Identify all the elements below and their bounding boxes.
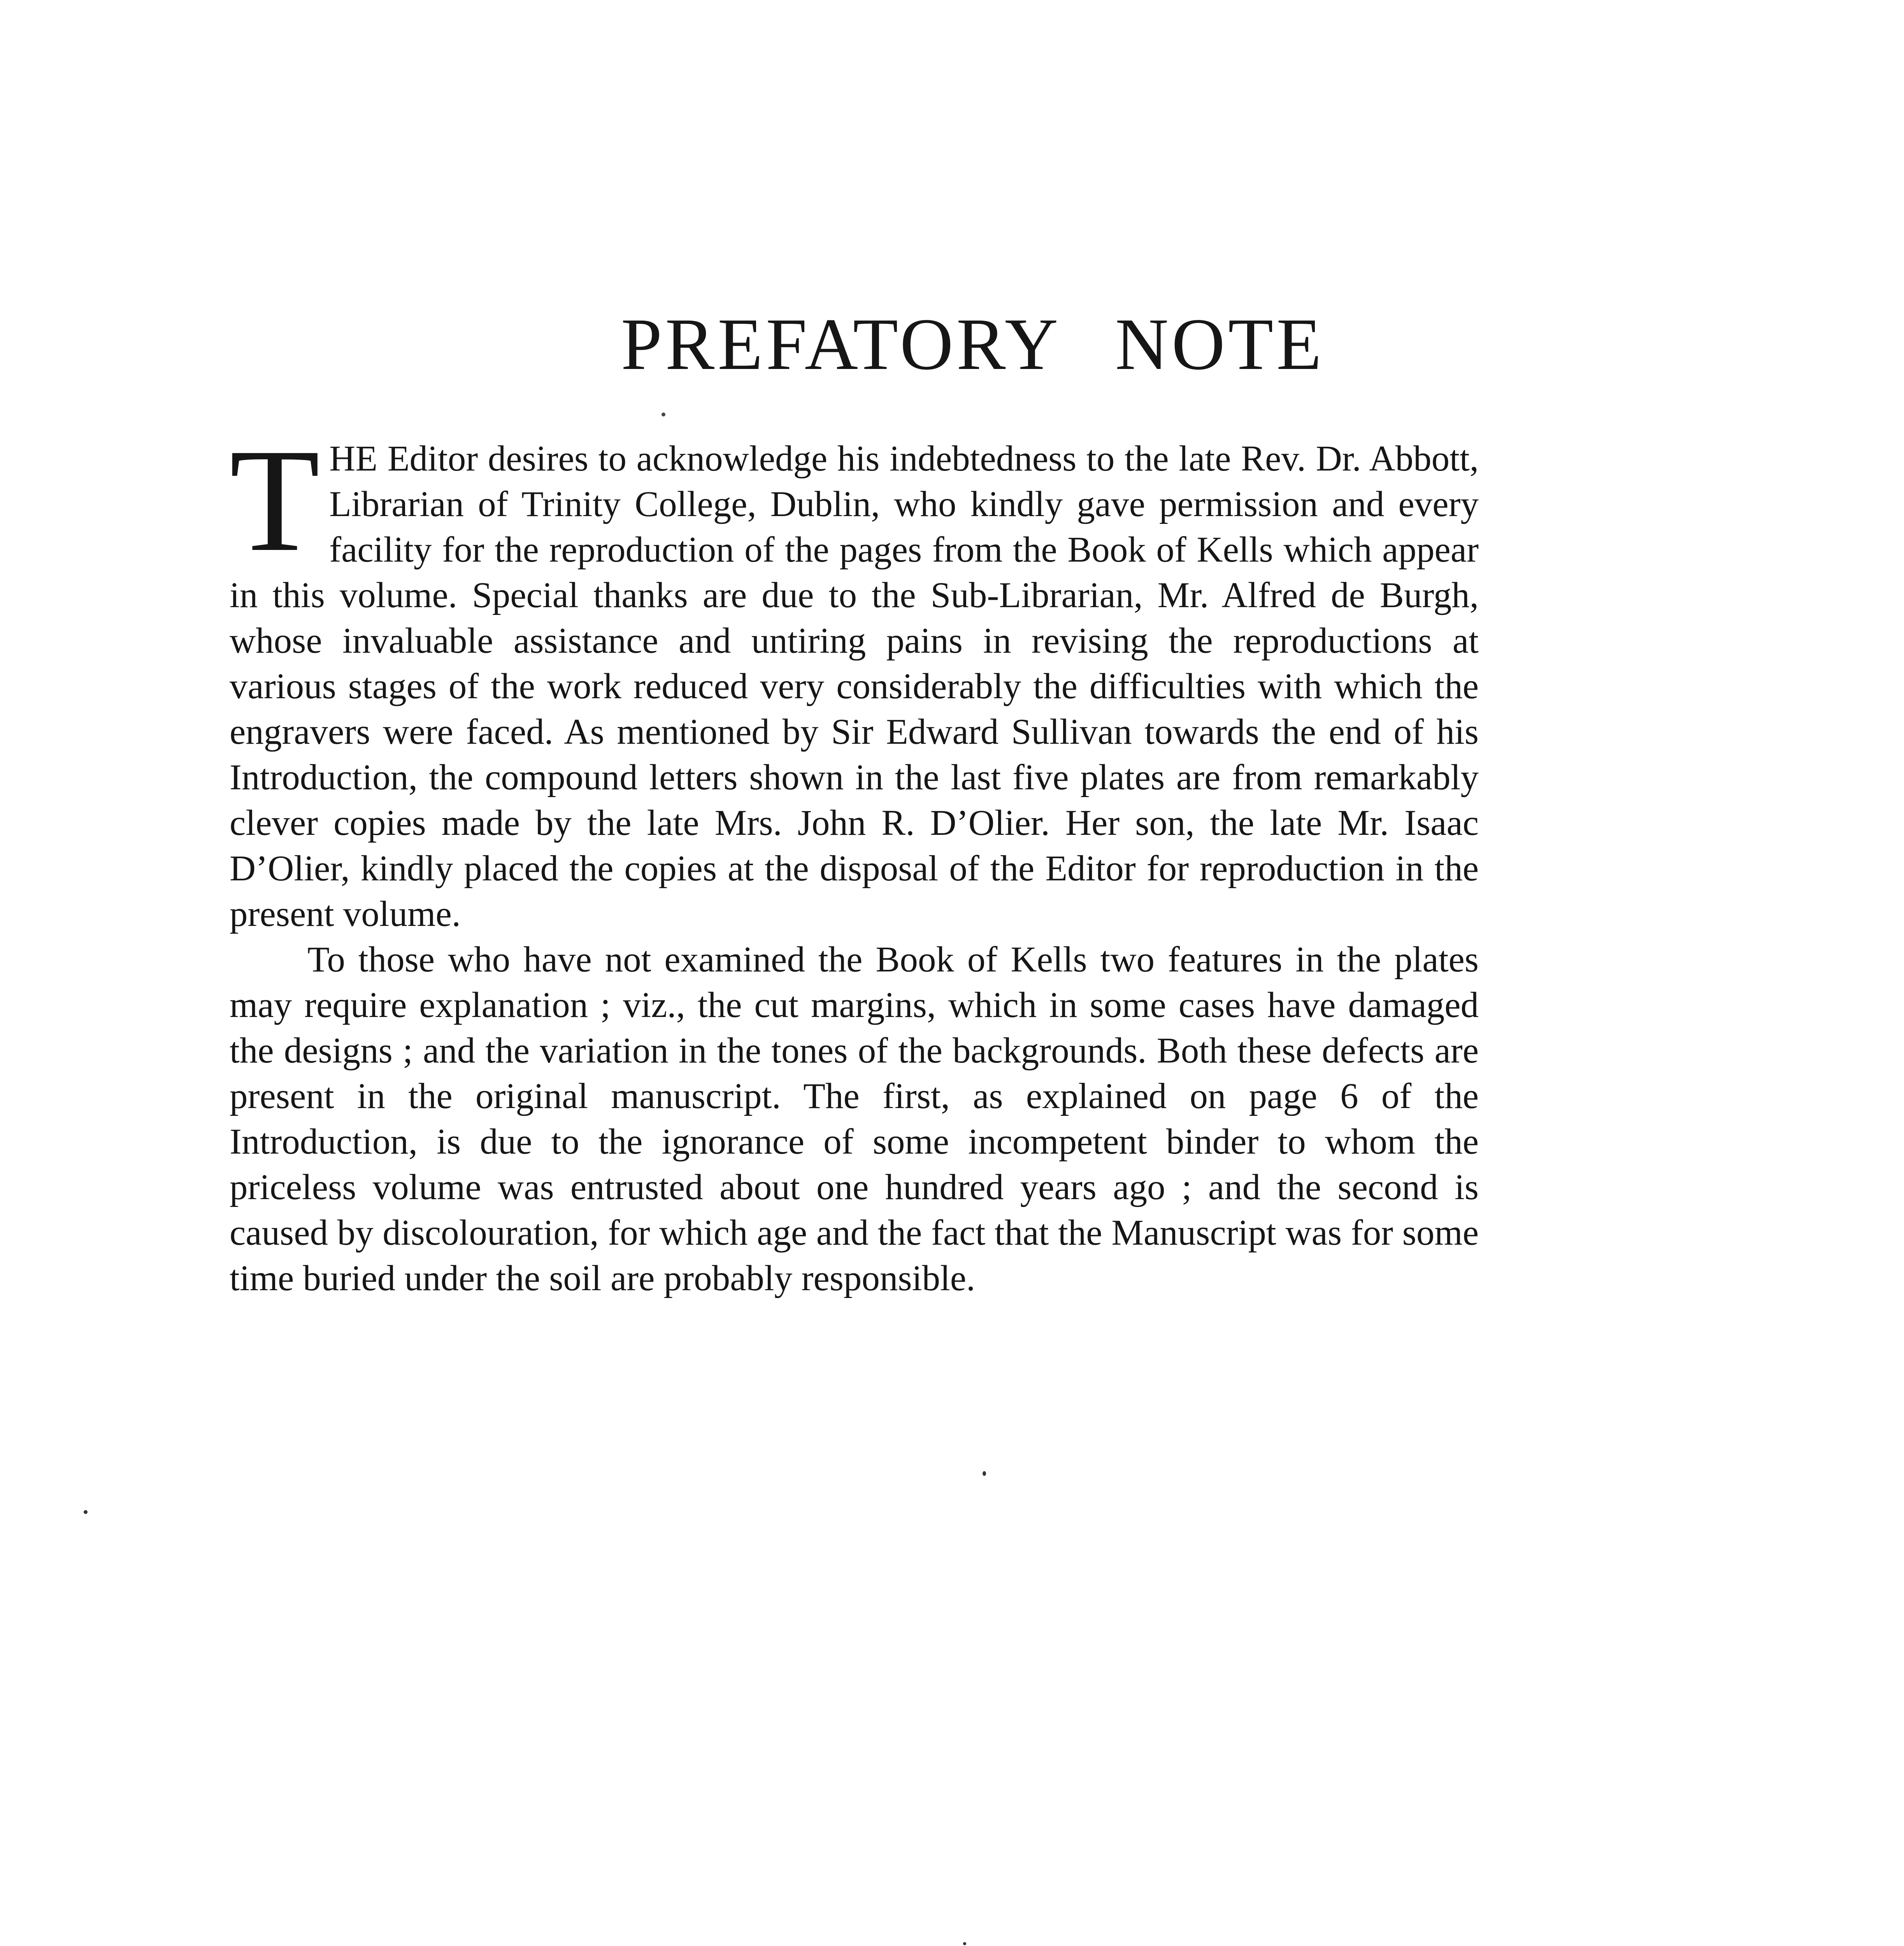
print-speck (662, 413, 665, 416)
body-text (230, 418, 1479, 1301)
paragraph-explanation: To those who have not examined the Book of Kells two features in the plates may require explanation ; viz., the cut margins, which in some cases have damaged the designs ; and the variation in the tones of the backgrounds. Both these defects are present in the original manuscript. The first, as explained on page 6 of the Introduction, is due to the ignorance of some incompetent binder to whom the priceless volume was entrusted about one hundred years ago ; and the second is caused by discolouration, for which age and the fact that the Manuscript was for some time buried under the soil are probably responsible. (230, 940, 1479, 1298)
scan-speck (963, 1942, 966, 1945)
page-title: PREFATORY NOTE (621, 304, 1325, 385)
scan-speck (84, 1510, 88, 1514)
paragraph-acknowledgement: THE Editor desires to acknowledge his indebtedness to the late Rev. Dr. Abbott, Librarian of Trinity College, Dublin, who kindly gave permission and every facility for the reproduction of the pages from the Book of Kells which appear in this volume. Special thanks are due to the Sub-Librarian, Mr. Alfred de Burgh, whose invaluable assistance and untiring pains in revising the reproductions at various stages of the work reduced very considerably the difficulties with which the engravers were faced. As mentioned by Sir Edward Sullivan towards the end of his Introduction, the compound letters shown in the last five plates are from remarkably clever copies made by the late Mrs. John R. D’Olier. Her son, the late Mr. Isaac D’Olier, kindly placed the copies at the disposal of the Editor for reproduction in the present volume. (230, 418, 1479, 934)
scan-speck (983, 1471, 986, 1476)
